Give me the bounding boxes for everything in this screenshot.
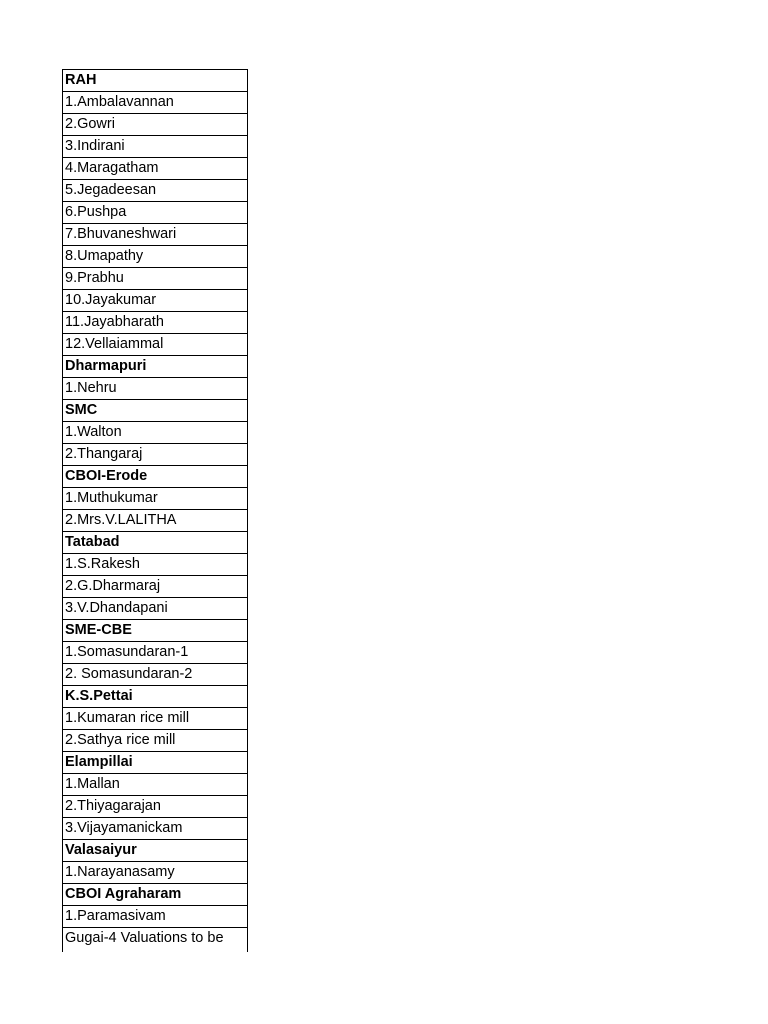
table-row xyxy=(63,202,248,224)
table-row xyxy=(63,928,248,953)
group-header-row xyxy=(63,752,248,774)
table-row xyxy=(63,224,248,246)
group-header-row xyxy=(63,532,248,554)
table-cell[interactable]: 5.Jegadeesan xyxy=(63,180,248,202)
table-row xyxy=(63,158,248,180)
table-cell[interactable]: 1.Kumaran rice mill xyxy=(63,708,248,730)
table-cell[interactable]: 10.Jayakumar xyxy=(63,290,248,312)
group-header-cell[interactable]: SME-CBE xyxy=(63,620,248,642)
table-cell[interactable]: 2.Thangaraj xyxy=(63,444,248,466)
group-header-cell[interactable]: Valasaiyur xyxy=(63,840,248,862)
group-header-cell[interactable]: Dharmapuri xyxy=(63,356,248,378)
table-cell[interactable]: 12.Vellaiammal xyxy=(63,334,248,356)
table-cell[interactable]: 1.Nehru xyxy=(63,378,248,400)
group-header-cell[interactable]: CBOI Agraharam xyxy=(63,884,248,906)
table-row xyxy=(63,862,248,884)
group-header-cell[interactable]: Tatabad xyxy=(63,532,248,554)
table-row xyxy=(63,444,248,466)
table-cell[interactable]: 7.Bhuvaneshwari xyxy=(63,224,248,246)
group-header-cell[interactable]: SMC xyxy=(63,400,248,422)
table-row xyxy=(63,488,248,510)
table-cell[interactable]: 9.Prabhu xyxy=(63,268,248,290)
table-row xyxy=(63,246,248,268)
group-header-row xyxy=(63,400,248,422)
valuation-list-table xyxy=(62,69,248,952)
table-cell[interactable]: 1.Narayanasamy xyxy=(63,862,248,884)
group-header-row xyxy=(63,686,248,708)
table-cell[interactable]: 6.Pushpa xyxy=(63,202,248,224)
table-row xyxy=(63,136,248,158)
group-header-cell[interactable]: CBOI-Erode xyxy=(63,466,248,488)
table-row xyxy=(63,708,248,730)
table-row xyxy=(63,818,248,840)
table-row xyxy=(63,312,248,334)
table-cell[interactable]: 1.Mallan xyxy=(63,774,248,796)
group-header-row xyxy=(63,884,248,906)
group-header-row xyxy=(63,466,248,488)
table-cell[interactable]: 1.S.Rakesh xyxy=(63,554,248,576)
table-row xyxy=(63,378,248,400)
table-cell[interactable]: 3.V.Dhandapani xyxy=(63,598,248,620)
table-cell[interactable]: Gugai-4 Valuations to be xyxy=(63,928,248,953)
table-row xyxy=(63,554,248,576)
table-row xyxy=(63,664,248,686)
table-cell[interactable]: 1.Paramasivam xyxy=(63,906,248,928)
table-row xyxy=(63,180,248,202)
table-row xyxy=(63,422,248,444)
table-row xyxy=(63,576,248,598)
table-row xyxy=(63,268,248,290)
table-row xyxy=(63,334,248,356)
spreadsheet-region xyxy=(62,69,248,954)
group-header-cell[interactable]: K.S.Pettai xyxy=(63,686,248,708)
table-cell[interactable]: 3.Indirani xyxy=(63,136,248,158)
table-cell[interactable]: 1.Somasundaran-1 xyxy=(63,642,248,664)
table-cell[interactable]: 4.Maragatham xyxy=(63,158,248,180)
group-header-cell[interactable]: Elampillai xyxy=(63,752,248,774)
table-body xyxy=(63,70,248,953)
table-cell[interactable]: 1.Ambalavannan xyxy=(63,92,248,114)
table-cell[interactable]: 1.Muthukumar xyxy=(63,488,248,510)
group-header-row xyxy=(63,356,248,378)
table-row xyxy=(63,774,248,796)
table-cell[interactable]: 11.Jayabharath xyxy=(63,312,248,334)
table-cell[interactable]: 3.Vijayamanickam xyxy=(63,818,248,840)
table-cell[interactable]: 1.Walton xyxy=(63,422,248,444)
table-row xyxy=(63,796,248,818)
table-cell[interactable]: 2.G.Dharmaraj xyxy=(63,576,248,598)
table-row xyxy=(63,906,248,928)
group-header-cell[interactable]: RAH xyxy=(63,70,248,92)
table-cell[interactable]: 2.Sathya rice mill xyxy=(63,730,248,752)
group-header-row xyxy=(63,70,248,92)
table-row xyxy=(63,642,248,664)
table-row xyxy=(63,92,248,114)
table-cell[interactable]: 8.Umapathy xyxy=(63,246,248,268)
table-row xyxy=(63,290,248,312)
table-row xyxy=(63,114,248,136)
table-cell[interactable]: 2.Mrs.V.LALITHA xyxy=(63,510,248,532)
table-row xyxy=(63,730,248,752)
group-header-row xyxy=(63,620,248,642)
table-cell[interactable]: 2.Thiyagarajan xyxy=(63,796,248,818)
table-row xyxy=(63,598,248,620)
table-row xyxy=(63,510,248,532)
table-cell[interactable]: 2. Somasundaran-2 xyxy=(63,664,248,686)
table-cell[interactable]: 2.Gowri xyxy=(63,114,248,136)
group-header-row xyxy=(63,840,248,862)
